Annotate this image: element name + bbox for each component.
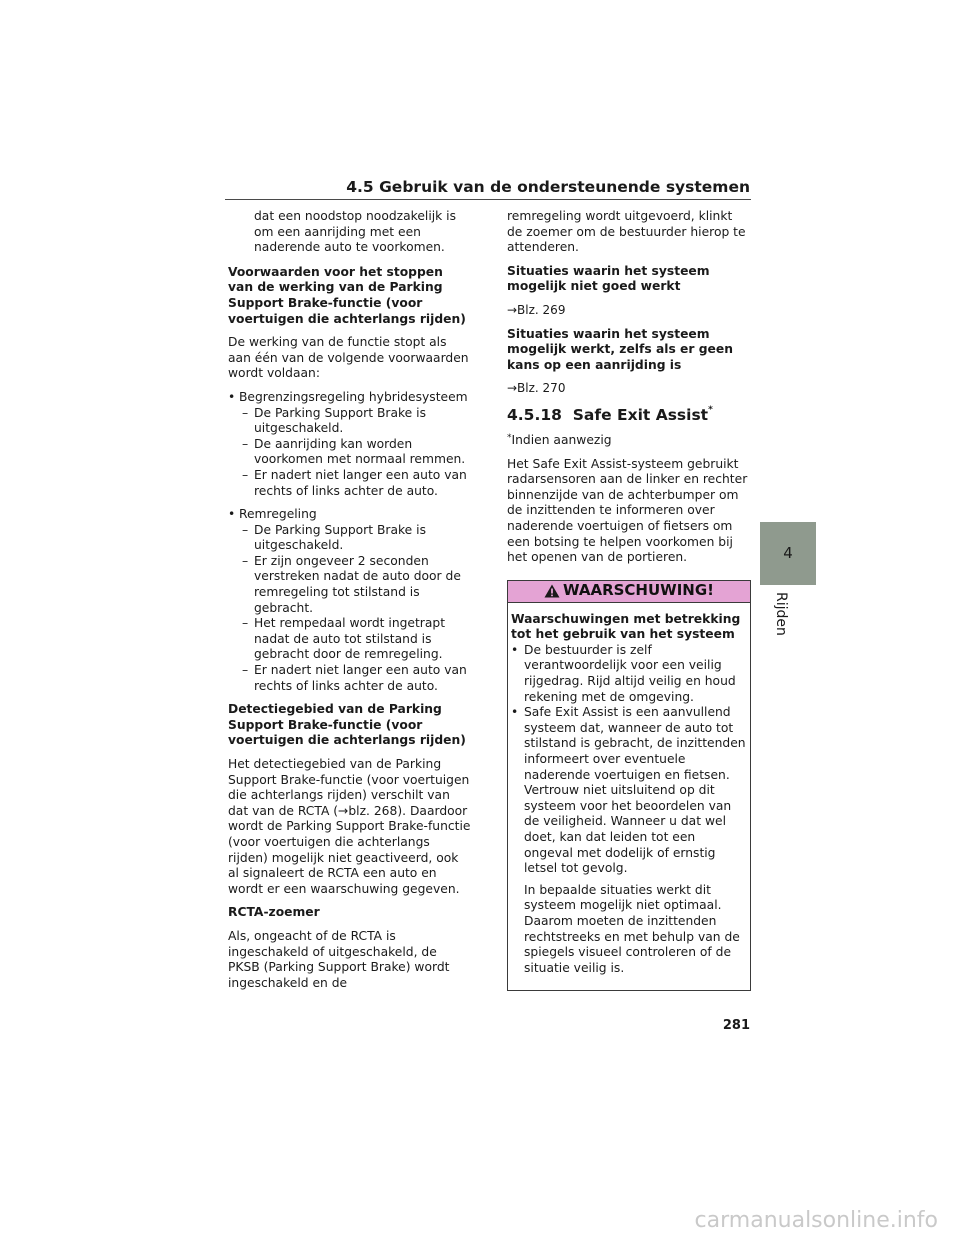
safe-exit-intro: Het Safe Exit Assist-systeem gebruikt radarsensoren aan de linker en rechter binnenzijde van de achterbumper om de inzittenden te informeren over naderende voertuigen of fietsers om een botsing te helpen voorkomen bij het openen van de portieren. bbox=[507, 456, 748, 565]
running-header: 4.5 Gebruik van de ondersteunende systemen bbox=[346, 178, 750, 196]
warning-header bbox=[508, 581, 750, 603]
page-number: 281 bbox=[722, 1018, 750, 1033]
header-rule bbox=[225, 199, 751, 200]
left-column bbox=[228, 209, 472, 999]
dash-item: – Er nadert niet langer een auto van rechts of links achter de auto. bbox=[242, 663, 467, 693]
footnote: *Indien aanwezig bbox=[507, 432, 612, 447]
bullet-label: • Remregeling bbox=[228, 507, 472, 523]
heading-detection-area: Detectiegebied van de Parking Support Brake-functie (voor voertuigen die achterlangs rijden) bbox=[228, 702, 466, 748]
chapter-number: 4 bbox=[783, 544, 793, 562]
section-name: Safe Exit Assist bbox=[572, 405, 709, 424]
heading-stop-conditions: Voorwaarden voor het stoppen van de werking van de Parking Support Brake-functie (voor voertuigen die achterlangs rijden) bbox=[228, 264, 466, 326]
warning-triangle-icon bbox=[544, 584, 560, 598]
dash-item: – De Parking Support Brake is uitgeschakeld. bbox=[242, 522, 426, 553]
heading-may-not-work: Situaties waarin het systeem mogelijk niet goed werkt bbox=[507, 263, 710, 294]
rcta-buzzer-text: Als, ongeacht of de RCTA is ingeschakeld of uitgeschakeld, de PKSB (Parking Support Brake) wordt ingeschakeld en de bbox=[228, 928, 450, 990]
dash-item: – Er nadert niet langer een auto van rechts of links achter de auto. bbox=[242, 467, 467, 498]
heading-works-without-risk: Situaties waarin het systeem mogelijk werkt, zelfs als er geen kans op een aanrijding is bbox=[507, 326, 733, 372]
page-reference-270[interactable]: →Blz. 270 bbox=[507, 381, 566, 396]
asterisk-marker: * bbox=[708, 404, 713, 415]
warning-extra: In bepaalde situaties werkt dit systeem mogelijk niet optimaal. Daarom moeten de inzittenden rechtstreeks en met behulp van de spiegels visueel controleren of de situatie veilig is. bbox=[524, 882, 740, 975]
heading-rcta-buzzer: RCTA-zoemer bbox=[228, 905, 320, 920]
warning-title: WAARSCHUWING! bbox=[562, 581, 715, 600]
dash-item: – De Parking Support Brake is uitgeschakeld. bbox=[242, 405, 426, 436]
section-number: 4.5.18 bbox=[507, 405, 562, 424]
intro-continued: dat een noodstop noodzakelijk is om een aanrijding met een naderende auto te voorkomen. bbox=[254, 209, 457, 255]
warning-bullet: • Safe Exit Assist is een aanvullend systeem dat, wanneer de auto tot stilstand is gebracht, de inzittenden informeert over eventuele naderende voertuigen en fietsen. Vertrouw niet uitsluitend op dit systeem voor het beoordelen van de veiligheid. Wanneer u dat wel doet, kan dat leiden tot een ongeval met dodelijk of ernstig letsel tot gevolg. bbox=[511, 705, 747, 877]
warning-bullet: • De bestuurder is zelf verantwoordelijk voor een veilig rijgedrag. Rijd altijd veilig en houd rekening met de omgeving. bbox=[511, 643, 747, 705]
warning-heading: Waarschuwingen met betrekking tot het gebruik van het systeem bbox=[511, 611, 741, 642]
stop-conditions-intro: De werking van de functie stopt als aan één van de volgende voorwaarden wordt voldaan: bbox=[228, 335, 469, 381]
detection-area-text: Het detectiegebied van de Parking Support Brake-functie (voor voertuigen die achterlangs rijden) verschilt van dat van de RCTA (→blz. 268). Daardoor wordt de Parking Support Brake-functie (voor voertuigen die achterlangs rijden) mogelijk niet geactiveerd, ook al signaleert de RCTA een auto en wordt er een waarschuwing gegeven. bbox=[228, 757, 471, 896]
watermark: carmanualsonline.info bbox=[694, 1208, 938, 1233]
warning-box bbox=[507, 580, 751, 992]
bullet-group-brake bbox=[228, 507, 472, 694]
dash-item: – Er zijn ongeveer 2 seconden verstreken nadat de auto door de remregeling tot stilstand is gebracht. bbox=[242, 553, 461, 615]
bullet-group-hybrid bbox=[228, 390, 472, 499]
continued-text: remregeling wordt uitgevoerd, klinkt de zoemer om de bestuurder hierop te attenderen. bbox=[507, 209, 746, 255]
bullet-label: • Begrenzingsregeling hybridesysteem bbox=[228, 390, 472, 406]
dash-item: – De aanrijding kan worden voorkomen met normaal remmen. bbox=[242, 436, 466, 467]
dash-item: – Het rempedaal wordt ingetrapt nadat de auto tot stilstand is gebracht door de remregeling. bbox=[242, 616, 446, 662]
section-title bbox=[507, 405, 751, 425]
chapter-label: Rijden bbox=[773, 592, 789, 636]
page-reference-269[interactable]: →Blz. 269 bbox=[507, 302, 566, 317]
right-column bbox=[507, 209, 751, 991]
warning-body bbox=[508, 603, 750, 977]
